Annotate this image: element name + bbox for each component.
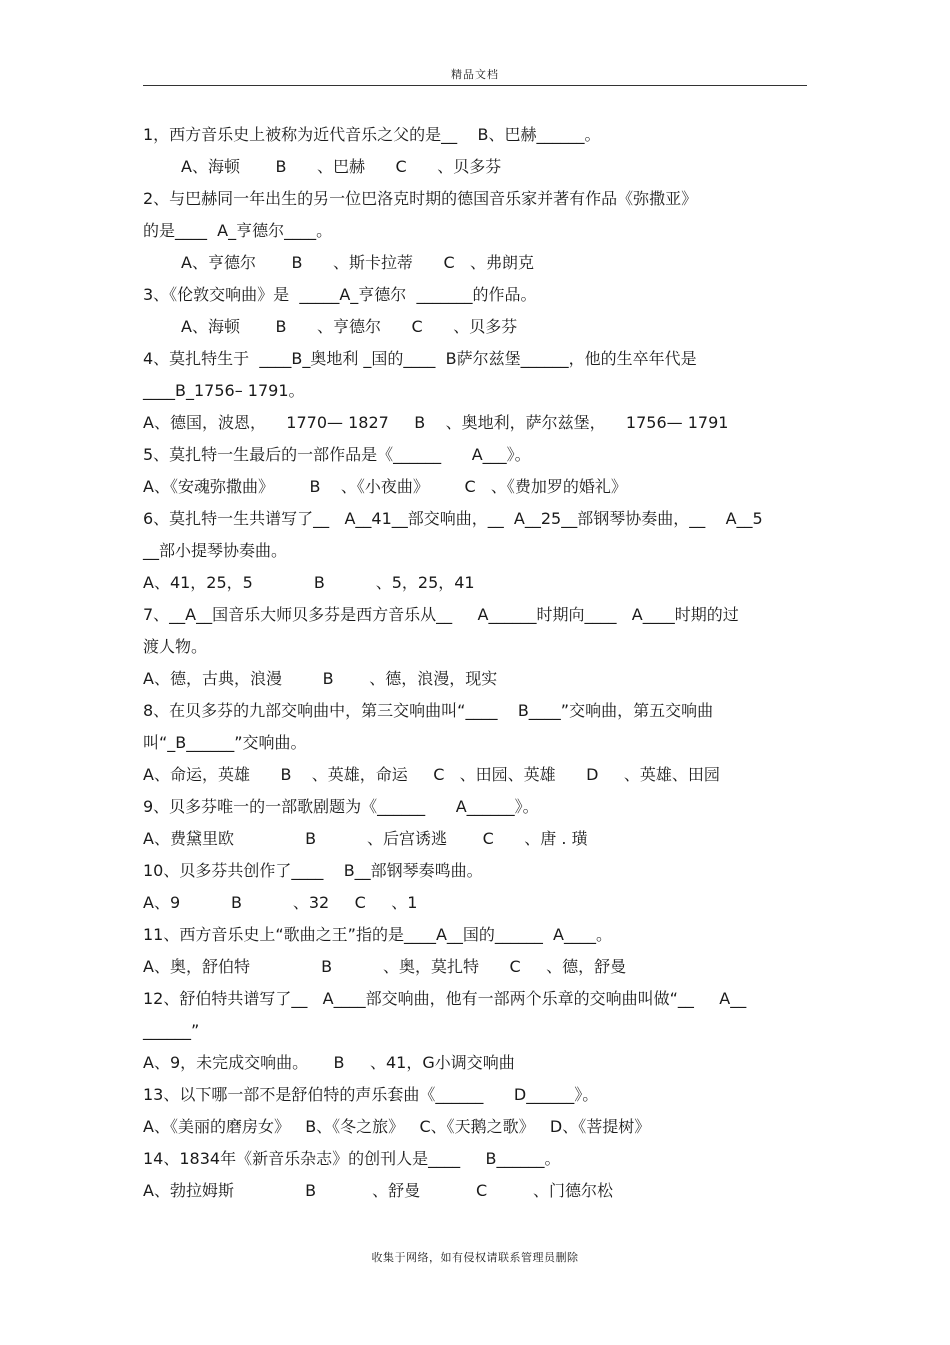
q10-question: 10、贝多芬共创作了____ B__部钢琴奏鸣曲。 (143, 861, 483, 880)
q3-options: A、海顿 B 、亨德尔 C 、贝多芬 (181, 317, 518, 336)
q1-question: 1，西方音乐史上被称为近代音乐之父的是__ B、巴赫______。 (143, 125, 601, 144)
header-divider (143, 85, 807, 86)
q12-question-cont: ______” (143, 1021, 200, 1040)
q2-question: 2、与巴赫同一年出生的另一位巴洛克时期的德国音乐家并著有作品《弥撒亚》 (143, 189, 698, 208)
q8-options: A、命运，英雄 B 、英雄，命运 C 、田园、英雄 D 、英雄、田园 (143, 765, 720, 784)
q14-question: 14、1834年《新音乐杂志》的创刊人是____ B______。 (143, 1149, 561, 1168)
q10-options: A、9 B 、32 C 、1 (143, 893, 418, 912)
q6-question-cont: __部小提琴协奏曲。 (143, 541, 288, 560)
q4-options: A、德国，波恩， 1770— 1827 B 、奥地利，萨尔兹堡， 1756— 1791 (143, 413, 729, 432)
q1-options: A、海顿 B 、巴赫 C 、贝多芬 (181, 157, 502, 176)
q3-question: 3、《伦敦交响曲》是 _____A_亨德尔 _______的作品。 (143, 285, 537, 304)
q5-question: 5、莫扎特一生最后的一部作品是《______ A___》。 (143, 445, 531, 464)
q8-question: 8、在贝多芬的九部交响曲中，第三交响曲叫“____ B____”交响曲，第五交响曲 (143, 701, 714, 720)
q12-options: A、9，未完成交响曲。 B 、41，G小调交响曲 (143, 1053, 515, 1072)
q9-options: A、费黛里欧 B 、后宫诱逃 C 、唐 . 璜 (143, 829, 588, 848)
q7-question: 7、__A__国音乐大师贝多芬是西方音乐从__ A______时期向____ A____时期的过 (143, 605, 739, 624)
q12-question: 12、舒伯特共谱写了__ A____部交响曲，他有一部两个乐章的交响曲叫做“__ A__ (143, 989, 747, 1008)
q2-options: A、亨德尔 B 、斯卡拉蒂 C 、弗朗克 (181, 253, 534, 272)
q14-options: A、勃拉姆斯 B 、舒曼 C 、门德尔松 (143, 1181, 613, 1200)
q11-question: 11、西方音乐史上“歌曲之王”指的是____A__国的______ A____。 (143, 925, 613, 944)
q6-options: A、41，25，5 B 、5，25，41 (143, 573, 475, 592)
q13-options: A、《美丽的磨房女》 B、《冬之旅》 C、《天鹅之歌》 D、《菩提树》 (143, 1117, 651, 1136)
q4-question-cont: ____B_1756– 1791。 (143, 381, 305, 400)
q9-question: 9、贝多芬唯一的一部歌剧题为《______ A______》。 (143, 797, 539, 816)
q2-question-cont: 的是____ A_亨德尔____。 (143, 221, 333, 240)
page-header: 精品文档 (451, 68, 499, 81)
q11-options: A、奥，舒伯特 B 、奥，莫扎特 C 、德，舒曼 (143, 957, 627, 976)
q7-question-cont: 渡人物。 (143, 637, 208, 656)
q7-options: A、德，古典，浪漫 B 、德，浪漫，现实 (143, 669, 498, 688)
q5-options: A、《安魂弥撒曲》 B 、《小夜曲》 C 、《费加罗的婚礼》 (143, 477, 627, 496)
q6-question: 6、莫扎特一生共谱写了__ A__41__部交响曲，__ A__25__部钢琴协奏曲，__ A__5 (143, 509, 763, 528)
q4-question: 4、莫扎特生于 ____B_奥地利 _国的____ B萨尔兹堡______，他的生卒年代是 (143, 349, 697, 368)
q8-question-cont: 叫“_B______”交响曲。 (143, 733, 307, 752)
question-list (143, 119, 809, 1207)
page-footer: 收集于网络，如有侵权请联系管理员删除 (371, 1251, 579, 1264)
q13-question: 13、以下哪一部不是舒伯特的声乐套曲《______ D______》。 (143, 1085, 599, 1104)
